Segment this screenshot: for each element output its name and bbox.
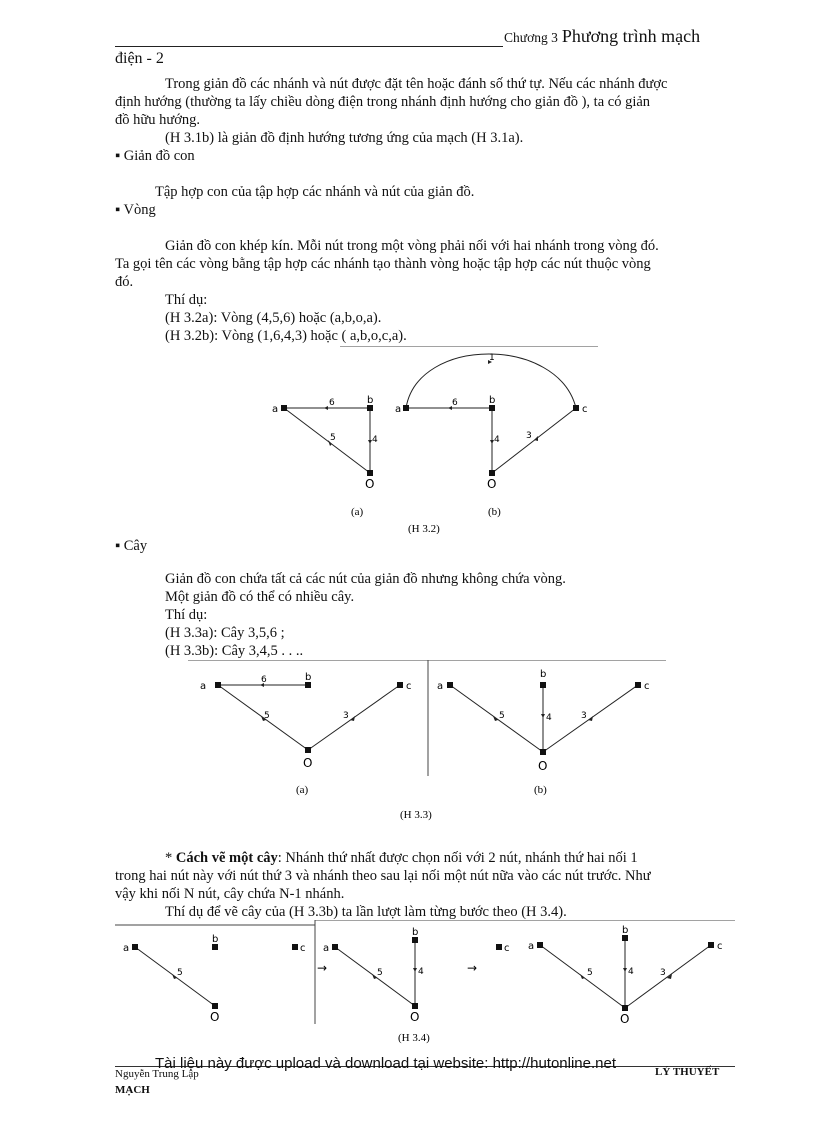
chapter-label: Chương 3: [504, 30, 558, 45]
footer-author: Nguyễn Trung Lập: [115, 1068, 199, 1080]
label-5: 5: [587, 968, 593, 978]
branch-3: [492, 408, 576, 473]
paragraph-4: Giản đồ con khép kín. Mỗi nút trong một vòng phải nối với hai nhánh trong vòng đó.: [165, 238, 659, 254]
caption-b: (b): [534, 784, 547, 796]
example-label-2: Thí dụ:: [165, 607, 208, 623]
label-c: c: [717, 941, 723, 952]
branch-5: [284, 408, 370, 473]
node-a: [281, 405, 287, 411]
caption-b: (b): [488, 506, 501, 518]
bullet-sub-graph: ▪ Giản đồ con: [115, 148, 195, 164]
label-b: b: [305, 672, 312, 683]
node-o: [540, 749, 546, 755]
label-a: a: [437, 681, 444, 692]
label-5: 5: [499, 711, 505, 721]
label-b: b: [540, 669, 547, 680]
branch-5: [450, 685, 543, 752]
graph-a: [272, 395, 378, 491]
header-rule: [115, 46, 503, 47]
label-o: O: [210, 1010, 220, 1024]
node-c: [573, 405, 579, 411]
label-4: 4: [628, 967, 634, 977]
figure-h32-graph: [258, 346, 598, 534]
paragraph-7c: vậy khi nối N nút, cây chứa N-1 nhánh.: [115, 886, 345, 902]
label-a: a: [323, 943, 330, 954]
label-5: 5: [264, 711, 270, 721]
label-b: b: [367, 395, 374, 406]
node-a: [537, 942, 543, 948]
branch-3: [625, 945, 711, 1008]
figure-h32: [258, 346, 598, 534]
paragraph-5: Giản đồ con chứa tất cả các nút của giản đồ nhưng không chứa vòng.: [165, 571, 566, 587]
paragraph-1b: định hướng (thường ta lấy chiều dòng điện trong nhánh định hướng cho giản đồ ), ta có giản: [115, 94, 651, 110]
paragraph-7-bold: Cách vẽ một cây: [175, 850, 278, 866]
bullet-loop: ▪ Vòng: [115, 202, 156, 218]
label-o: O: [538, 759, 548, 773]
example-2b: (H 3.3b): Cây 3,4,5 . . ..: [165, 643, 304, 659]
label-5: 5: [377, 968, 383, 978]
node-a: [215, 682, 221, 688]
example-label-1: Thí dụ:: [165, 292, 208, 308]
chapter-title: Phương trình mạch: [561, 26, 701, 46]
branch-5: [218, 685, 308, 750]
figure-h34: [115, 920, 735, 1046]
node-o: [412, 1003, 418, 1009]
tree-step-1: [123, 934, 306, 1024]
footer-subject: LÝ THUYẾT: [655, 1066, 720, 1078]
label-o: O: [410, 1010, 420, 1024]
paragraph-7: [165, 850, 638, 867]
chapter-title-cont: điện - 2: [115, 50, 164, 67]
arrow-right-icon: →: [317, 961, 328, 975]
label-b: b: [622, 925, 629, 936]
graph-b: [395, 353, 588, 491]
label-b: b: [212, 934, 219, 945]
label-3: 3: [660, 968, 666, 978]
label-4: 4: [494, 435, 500, 445]
label-3: 3: [343, 711, 349, 721]
node-o: [367, 470, 373, 476]
node-a: [403, 405, 409, 411]
node-c: [292, 944, 298, 950]
paragraph-8: Thí dụ để vẽ cây của (H 3.3b) ta lần lượt làm từng bước theo (H 3.4).: [165, 904, 567, 920]
label-6: 6: [452, 398, 458, 408]
arrow-right-icon: →: [467, 961, 478, 975]
upload-notice: Tài liệu này được upload và download tại website: http://hutonline.net: [155, 1055, 617, 1072]
paragraph-4c: đó.: [115, 274, 134, 290]
label-a: a: [200, 681, 207, 692]
caption-a: (a): [296, 784, 309, 796]
tree-a: [200, 672, 412, 770]
paragraph-1: Trong giản đồ các nhánh và nút được đặt tên hoặc đánh số thứ tự. Nếu các nhánh được: [165, 76, 668, 92]
node-a: [447, 682, 453, 688]
node-c: [496, 944, 502, 950]
label-3: 3: [581, 711, 587, 721]
arrow-4-icon: [413, 968, 417, 972]
label-1: 1: [489, 353, 495, 363]
caption-h32: (H 3.2): [408, 523, 440, 534]
tree-step-2: [323, 927, 510, 1024]
example-1b: (H 3.2b): Vòng (1,6,4,3) hoặc ( a,b,o,c,a).: [165, 328, 407, 344]
label-b: b: [412, 927, 419, 938]
node-o: [212, 1003, 218, 1009]
figure-h34-graph: [115, 920, 735, 1046]
figure-h33: [188, 660, 668, 822]
label-4: 4: [418, 967, 424, 977]
label-6: 6: [261, 675, 267, 685]
node-c: [635, 682, 641, 688]
label-5: 5: [330, 433, 336, 443]
caption-h34: (H 3.4): [398, 1032, 430, 1044]
node-a: [132, 944, 138, 950]
label-c: c: [582, 404, 588, 415]
paragraph-3: Tập hợp con của tập hợp các nhánh và nút của giản đồ.: [155, 184, 475, 200]
label-c: c: [406, 681, 412, 692]
label-a: a: [528, 941, 535, 952]
paragraph-7-text: : Nhánh thứ nhất được chọn nối với 2 nút, nhánh thứ hai nối 1: [277, 850, 638, 866]
paragraph-4b: Ta gọi tên các vòng bằng tập hợp các nhánh tạo thành vòng hoặc tập hợp các nút thuộc vòng: [115, 256, 651, 272]
node-a: [332, 944, 338, 950]
label-o: O: [620, 1012, 630, 1026]
label-c: c: [504, 943, 510, 954]
caption-a: (a): [351, 506, 364, 518]
label-b: b: [489, 395, 496, 406]
label-a: a: [395, 404, 402, 415]
label-3: 3: [526, 431, 532, 441]
arrow-4-icon: [541, 714, 545, 718]
label-c: c: [644, 681, 650, 692]
label-c: c: [300, 943, 306, 954]
node-o: [489, 470, 495, 476]
paragraph-7b: trong hai nút này với nút thứ 3 và nhánh theo sau lại nối một nút nữa vào các nút trước. Như: [115, 868, 651, 884]
caption-h33: (H 3.3): [400, 809, 432, 821]
paragraph-7-star: *: [165, 850, 176, 866]
label-a: a: [123, 943, 130, 954]
example-2a: (H 3.3a): Cây 3,5,6 ;: [165, 625, 285, 641]
label-4: 4: [372, 435, 378, 445]
example-1a: (H 3.2a): Vòng (4,5,6) hoặc (a,b,o,a).: [165, 310, 382, 326]
node-o: [305, 747, 311, 753]
label-o: O: [365, 477, 375, 491]
tree-step-3: [528, 925, 723, 1026]
paragraph-2: (H 3.1b) là giản đồ định hướng tương ứng của mạch (H 3.1a).: [165, 130, 524, 146]
node-b: [540, 682, 546, 688]
bullet-tree: ▪ Cây: [115, 538, 148, 554]
arrow-6-icon: [324, 406, 328, 410]
arrow-5-icon: [580, 974, 585, 979]
label-4: 4: [546, 713, 552, 723]
node-c: [397, 682, 403, 688]
label-5: 5: [177, 968, 183, 978]
chapter-header: [504, 26, 700, 47]
paragraph-6: Một giản đồ có thể có nhiều cây.: [165, 589, 355, 605]
label-o: O: [487, 477, 497, 491]
label-a: a: [272, 404, 279, 415]
arrow-4-icon: [623, 968, 627, 972]
footer-subject-cont: MẠCH: [115, 1084, 150, 1096]
tree-b: [437, 669, 650, 773]
figure-h33-graph: [188, 660, 668, 822]
paragraph-1c: đồ hữu hướng.: [115, 112, 201, 128]
node-o: [622, 1005, 628, 1011]
label-o: O: [303, 756, 313, 770]
node-c: [708, 942, 714, 948]
label-6: 6: [329, 398, 335, 408]
